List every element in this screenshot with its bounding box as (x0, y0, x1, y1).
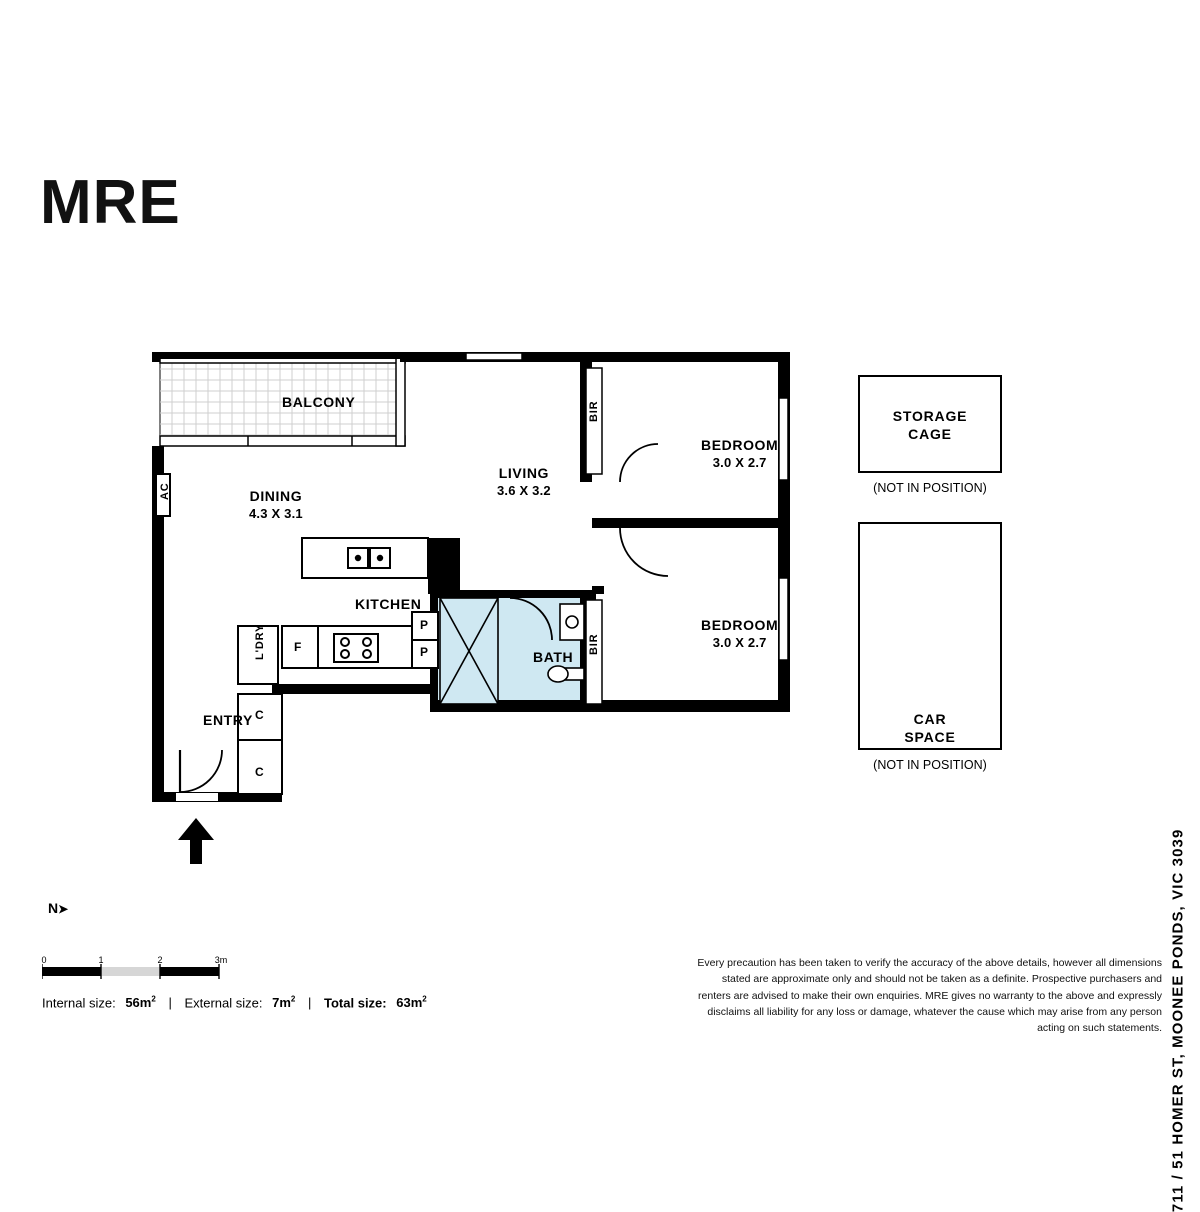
storage-cage-title-line2: CAGE (908, 426, 952, 443)
storage-cage-box (858, 375, 1002, 473)
car-space-title-line2: SPACE (904, 729, 956, 746)
total-size-value: 63m (396, 995, 423, 1011)
laundry-label (254, 658, 266, 660)
scale-tick-0: 0 (41, 955, 47, 965)
cupboard-label-2: C (255, 765, 264, 779)
size-separator-2: | (308, 995, 312, 1011)
bir-label-2 (588, 653, 600, 655)
bedroom-1-name: BEDROOM (701, 437, 779, 453)
entry-arrow (178, 818, 214, 864)
dining-name: DINING (249, 488, 303, 504)
dining-dimensions: 4.3 X 3.1 (249, 505, 303, 521)
room-label-balcony: BALCONY (282, 394, 356, 410)
disclaimer-text: Every precaution has been taken to verify the accuracy of the above details, however all dimensions stated are approximate only and should not be taken as a definite. Prospective purchasers and renters are advised to make their own enquiries. MRE gives no warranty to the above and expressly disclaims all liability for any loss or damage, whatever the cause which may arise from any person acting on such statements. (697, 957, 1162, 1035)
total-size-label: Total size: (324, 995, 387, 1011)
storage-cage-note: (NOT IN POSITION) (873, 481, 987, 495)
room-label-kitchen: KITCHEN (355, 596, 422, 612)
bedroom-1-dimensions: 3.0 X 2.7 (712, 454, 767, 470)
external-size-label: External size: (184, 995, 263, 1011)
bedroom-2-name: BEDROOM (701, 617, 779, 633)
car-space-title-line1: CAR (913, 711, 947, 727)
size-summary (42, 995, 427, 1010)
room-label-bedroom-2 (701, 617, 778, 651)
internal-size-value: 56m (125, 995, 152, 1011)
scale-tick-2: 2 (157, 955, 163, 965)
scale-tick-1: 1 (98, 955, 104, 965)
living-dimensions: 3.6 X 3.2 (497, 482, 551, 498)
property-address: 711 / 51 HOMER ST, MOONEE PONDS, VIC 3039 (1170, 828, 1187, 1212)
north-label: N (48, 900, 59, 916)
internal-size-unit: 2 (151, 995, 156, 1004)
external-size-value: 7m (272, 995, 291, 1011)
brand-logo: MRE (40, 168, 181, 237)
fridge-label: F (294, 640, 302, 654)
scale-bar (42, 955, 227, 981)
room-label-dining (249, 488, 303, 522)
bir-label-1 (588, 420, 600, 422)
room-label-bath: BATH (533, 649, 574, 665)
north-arrow-icon: ➤ (58, 902, 69, 916)
pantry-label-1: P (420, 618, 429, 632)
joinery (156, 474, 438, 794)
north-indicator (48, 900, 68, 916)
living-name: LIVING (498, 465, 550, 481)
pantry-label-2: P (420, 645, 429, 659)
ac-label (159, 498, 171, 500)
storage-cage-title-line1: STORAGE (892, 408, 968, 424)
room-label-entry: ENTRY (203, 712, 253, 728)
internal-size-label: Internal size: (42, 995, 116, 1011)
car-space-note: (NOT IN POSITION) (873, 758, 987, 772)
car-space-box (858, 522, 1002, 750)
room-label-living (497, 465, 551, 499)
total-size-unit: 2 (422, 995, 427, 1004)
room-label-bedroom-1 (701, 437, 778, 471)
bedroom-2-dimensions: 3.0 X 2.7 (712, 634, 767, 650)
size-separator-1: | (168, 995, 172, 1011)
scale-tick-3: 3m (214, 955, 228, 965)
cupboard-label-1: C (255, 708, 264, 722)
external-size-unit: 2 (290, 995, 296, 1004)
